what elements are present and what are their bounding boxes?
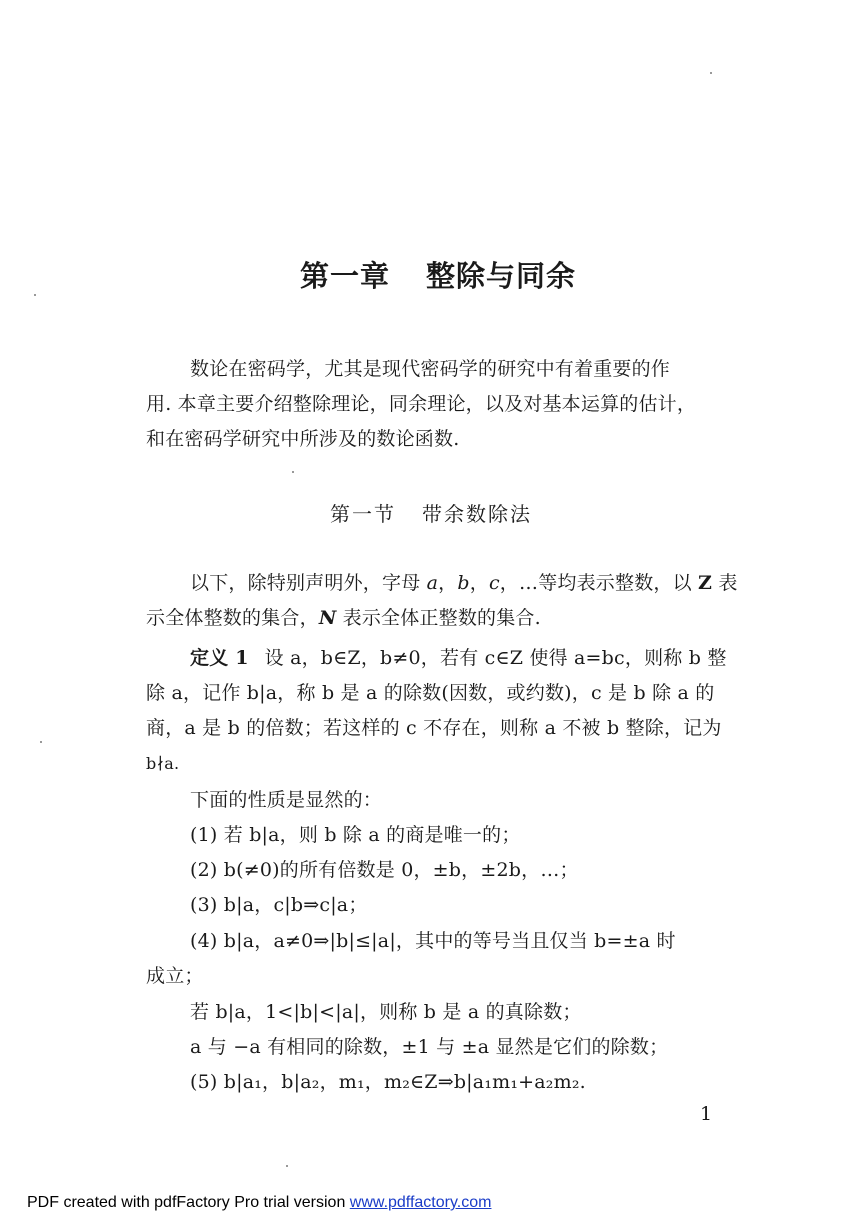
definition-line-1 [190, 641, 727, 676]
scan-speck [40, 741, 42, 743]
definition-line-2: 除 a，记作 b|a，称 b 是 a 的除数(因数，或约数)，c 是 b 除 a 的 [146, 682, 715, 704]
properties-intro: 下面的性质是显然的： [190, 789, 383, 811]
section-number: 第一节 [330, 502, 396, 526]
var-a: a [426, 572, 439, 594]
intro-line-1: 数论在密码学，尤其是现代密码学的研究中有着重要的作 [190, 358, 671, 380]
divisor-note: a 与 −a 有相同的除数，±1 与 ±a 显然是它们的除数； [190, 1036, 669, 1058]
chapter-title: 整除与同余 [426, 259, 577, 293]
property-4-line-1: (4) b|a，a≠0⇒|b|≤|a|，其中的等号当且仅当 b=±a 时 [190, 930, 676, 952]
text: 示全体整数的集合， [146, 607, 319, 629]
text: 表示全体正整数的集合. [336, 607, 541, 629]
scan-speck [34, 294, 36, 296]
property-4-line-2: 成立； [146, 965, 204, 987]
var-b: b [457, 572, 470, 594]
chapter-number: 第一章 [300, 259, 391, 293]
section-title: 带余数除法 [422, 502, 532, 526]
proper-divisor-note: 若 b|a，1<|b|<|a|，则称 b 是 a 的真除数； [190, 1001, 582, 1023]
set-z: Z [698, 572, 713, 594]
definition-line-3: 商，a 是 b 的倍数；若这样的 c 不存在，则称 a 不被 b 整除，记为 [146, 717, 722, 739]
section-heading [330, 498, 532, 527]
scan-speck [292, 471, 294, 473]
definition-line-4: b∤a. [146, 754, 180, 773]
definition-text: 设 a，b∈Z，b≠0，若有 c∈Z 使得 a=bc，则称 b 整 [264, 647, 727, 669]
footer-text: PDF created with pdfFactory Pro trial version [27, 1194, 350, 1211]
footer-link[interactable]: www.pdffactory.com [349, 1194, 492, 1211]
text: ，…等均表示整数，以 [499, 572, 699, 594]
intro-line-3: 和在密码学研究中所涉及的数论函数. [146, 428, 460, 450]
para1-line-1 [190, 566, 738, 601]
scan-speck [710, 72, 712, 74]
pdf-footer [27, 1194, 491, 1212]
intro-line-2: 用. 本章主要介绍整除理论，同余理论，以及对基本运算的估计， [146, 393, 697, 415]
scan-speck [286, 1165, 288, 1167]
property-1: (1) 若 b|a，则 b 除 a 的商是唯一的； [190, 824, 521, 846]
var-c: c [488, 572, 500, 594]
text: ， [438, 572, 458, 594]
page-number: 1 [700, 1103, 713, 1125]
property-5: (5) b|a₁，b|a₂，m₁，m₂∈Z⇒b|a₁m₁+a₂m₂. [190, 1071, 586, 1093]
chapter-heading [300, 254, 576, 295]
text: ， [469, 572, 489, 594]
definition-label: 定义 1 [190, 647, 249, 669]
property-3: (3) b|a，c|b⇒c|a； [190, 894, 368, 916]
text: 以下，除特别声明外，字母 [190, 572, 427, 594]
set-n: N [318, 607, 337, 629]
para1-line-2 [146, 601, 541, 636]
text: 表 [712, 572, 738, 594]
property-2: (2) b(≠0)的所有倍数是 0，±b，±2b，…； [190, 859, 579, 881]
